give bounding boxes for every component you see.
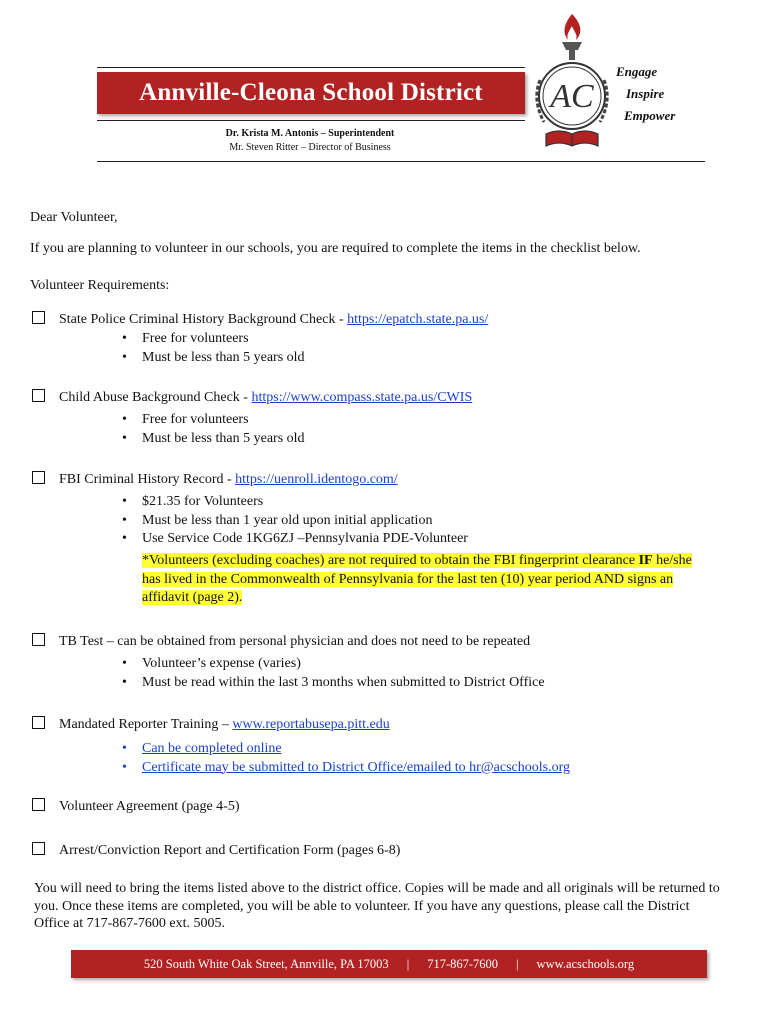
header-rule-long xyxy=(97,161,705,162)
checkbox-state-police[interactable] xyxy=(32,311,45,324)
list-item: • Use Service Code 1KG6ZJ –Pennsylvania PDE-Volunteer xyxy=(122,530,468,549)
list-item: • Must be less than 5 years old xyxy=(122,349,305,368)
fbi-link[interactable]: https://uenroll.identogo.com/ xyxy=(235,472,398,487)
note-part2: he/she has lived in the Commonwealth of Pennsylvania for the last ten (10) year period AND signs an affidavit (page 2). xyxy=(142,553,692,605)
closing-paragraph: You will need to bring the items listed above to the district office. Copies will be made and all originals will be returned to you. Once these items are completed, you will be able to volunteer. If you have any questions, please call the District Office at 717-867-7600 ext. 5005. xyxy=(34,881,720,931)
footer-website[interactable]: www.acschools.org xyxy=(536,956,635,971)
requirement-mandated-reporter xyxy=(59,717,390,733)
list-item[interactable] xyxy=(122,759,570,778)
checkbox-mandated-reporter[interactable] xyxy=(32,716,45,729)
motto-empower: Empower xyxy=(624,108,676,123)
superintendent-line: Dr. Krista M. Antonis – Superintendent xyxy=(225,128,395,139)
logo-letters: AC xyxy=(550,78,594,115)
footer-separator: | xyxy=(516,956,519,971)
motto-engage: Engage xyxy=(616,64,658,79)
checkbox-arrest-conviction[interactable] xyxy=(32,842,45,855)
checkbox-child-abuse[interactable] xyxy=(32,389,45,402)
greeting: Dear Volunteer, xyxy=(30,210,118,225)
motto-inspire: Inspire xyxy=(626,86,665,101)
footer-bar xyxy=(71,950,707,978)
header-rule-top xyxy=(97,67,525,68)
footer-separator: | xyxy=(406,956,410,971)
requirement-arrest-conviction: Arrest/Conviction Report and Certification Form (pages 6-8) xyxy=(59,843,401,858)
list-item: • $21.35 for Volunteers xyxy=(122,493,468,512)
requirement-label: State Police Criminal History Background Check - xyxy=(59,312,348,327)
district-banner xyxy=(97,72,525,114)
mandated-reporter-bullets xyxy=(122,740,570,777)
requirement-volunteer-agreement: Volunteer Agreement (page 4-5) xyxy=(59,799,240,814)
fbi-exemption-note xyxy=(142,552,712,608)
requirement-fbi xyxy=(59,472,398,488)
district-logo xyxy=(522,10,622,160)
requirement-label: Child Abuse Background Check - xyxy=(59,390,252,405)
requirement-state-police xyxy=(59,312,488,328)
requirement-tb-test: TB Test – can be obtained from personal physician and does not need to be repeated xyxy=(59,634,531,649)
requirement-label: Mandated Reporter Training – xyxy=(59,717,233,732)
list-item: • Volunteer’s expense (varies) xyxy=(122,655,545,674)
note-emphasis: IF xyxy=(638,553,653,568)
business-director-line: Mr. Steven Ritter – Director of Business xyxy=(229,142,391,153)
requirement-label: FBI Criminal History Record - xyxy=(59,472,236,487)
certificate-email-link[interactable]: Certificate may be submitted to District Office/emailed to hr@acschools.org xyxy=(142,759,570,775)
checkbox-fbi[interactable] xyxy=(32,471,45,484)
checkbox-volunteer-agreement[interactable] xyxy=(32,798,45,811)
mandated-reporter-link[interactable]: www.reportabusepa.pitt.edu xyxy=(232,717,390,732)
footer-phone: 717-867-7600 xyxy=(427,956,499,971)
child-abuse-link[interactable]: https://www.compass.state.pa.us/CWIS xyxy=(251,390,473,405)
list-item: • Free for volunteers xyxy=(122,330,305,349)
header-rule-bottom xyxy=(97,120,525,121)
requirements-heading: Volunteer Requirements: xyxy=(30,278,170,293)
child-abuse-bullets xyxy=(122,411,305,448)
fbi-bullets xyxy=(122,493,468,549)
state-police-bullets xyxy=(122,330,305,367)
footer-address: 520 South White Oak Street, Annville, PA 17003 xyxy=(143,956,389,971)
list-item: • Must be less than 5 years old xyxy=(122,430,305,449)
list-item: • Free for volunteers xyxy=(122,411,305,430)
checkbox-tb-test[interactable] xyxy=(32,633,45,646)
requirement-child-abuse xyxy=(59,390,472,406)
list-item: • Must be less than 1 year old upon initial application xyxy=(122,512,468,531)
district-name: Annville-Cleona School District xyxy=(139,79,483,106)
intro-text: If you are planning to volunteer in our schools, you are required to complete the items in the checklist below. xyxy=(30,241,641,256)
note-part1: *Volunteers (excluding coaches) are not required to obtain the FBI fingerprint clearance xyxy=(142,553,639,568)
list-item[interactable] xyxy=(122,740,570,759)
list-item: • Must be read within the last 3 months when submitted to District Office xyxy=(122,674,545,693)
tb-test-bullets xyxy=(122,655,545,692)
state-police-link[interactable]: https://epatch.state.pa.us/ xyxy=(347,312,489,327)
complete-online-link[interactable]: Can be completed online xyxy=(142,741,282,756)
